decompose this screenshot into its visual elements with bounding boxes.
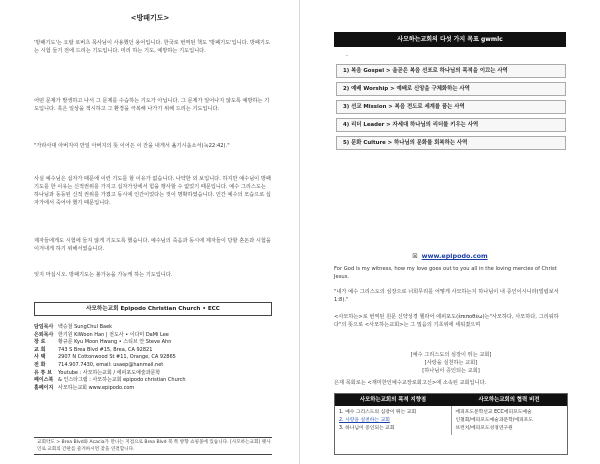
- purpose-heading: 사모하는교회의 목적 지향점: [359, 397, 427, 403]
- info-label: 전 화: [34, 361, 46, 368]
- purpose-item: 1. 예수 그리스도의 심장이 뛰는 교회: [339, 410, 417, 415]
- info-value: 백승철 SungChul Baek: [58, 324, 113, 330]
- paragraph: 잊지 마십시오. 방패기도는 불가능을 가능케 하는 기도입니다.: [34, 272, 173, 278]
- vision-table-body: [335, 406, 567, 435]
- vision-heading: 사모하는교회의 협력 비전: [478, 397, 540, 403]
- info-row: [34, 385, 274, 393]
- info-label: 교 회: [34, 346, 46, 353]
- closing-text: 은재 목회로는 <재미한인예수교장로회고신>에 소속된 교회입니다.: [334, 380, 487, 386]
- church-name-box: 사모하는교회 Epipodo Christian Church • ECC: [34, 302, 272, 316]
- vision-column: [451, 406, 568, 435]
- vision-table-header: [335, 394, 567, 406]
- paragraph: 사실 예수님은 십자가 때문에 이런 기도를 할 이유가 없습니다. 나약한 외 보입니다. 하지만 예수님이 방패기도를 한 이유는 신적권위를 가지고 십자가상에서 힘을 행사할 수 없었기 때문입니다. 예수 그리스도는 하나님과 동등된 신적 권위를 가졌고 동시에 인간이었다는 것이 명확하였습니다. 인간 예수의 모습으로 십자가에서 죽어야 했기 때문입니다.: [34, 176, 271, 206]
- info-label: 은퇴목사: [34, 331, 54, 338]
- info-row: [34, 324, 274, 332]
- info-label: 사 택: [34, 354, 46, 361]
- directions-note: 교회약도 > Brea Blvd와 Acacia가 만나는 지점으로 Brea Blvd 북 쪽 방향 쇼핑몰에 있습니다. [사모하는교회] 팻사인로 교회의 간판를 즐겨하시면 찾을 연결합니다.: [34, 437, 272, 455]
- info-label: 장 로: [34, 339, 46, 346]
- info-value: 2907 N Cottonwood St #11, Orange, CA 92865: [58, 354, 176, 361]
- vision-table: [334, 393, 568, 455]
- info-row: [34, 347, 274, 355]
- meaning-text: <사모하는>로 번역된 원문 신약성경 헬라어 에피포도(ἐπιποθέω)는"사모하다, 사모하다, 그리워하다"의 뜻으로 <사모하는교회>는 그 밀음의 기초위에 세워졌으며: [334, 314, 559, 328]
- info-value: & 인스타그램 : 사모하는교회 epipodo christian Church: [58, 377, 186, 384]
- info-value: 743 S Brea Blvd #15, Brea, CA 92821: [58, 346, 153, 353]
- info-value: Youtube : 사모하는교회 / 에피포도예술과문학: [58, 369, 161, 376]
- vision-item: 에피포도문학선교 ECC에피포도예술: [455, 410, 532, 415]
- vision-item: 브런치/에피포도성경연구원: [455, 425, 513, 431]
- goal-item: 2) 예배 Worship > 예배로 신앙을 구체화하는 사역: [336, 82, 566, 96]
- info-value: 사모하는교회 www.epipodo.com: [58, 384, 135, 391]
- website-line: [334, 252, 566, 260]
- info-label: 유 튜 브: [34, 369, 52, 376]
- motto-line: [하나님이 증인되는 교회]: [422, 368, 480, 374]
- info-label: 페이스북: [34, 377, 54, 384]
- paragraph: '방패기도'는 오랄 로버츠 목사님이 사용했던 용어입니다. 한국로 번역된 책도 '방패기도'입니다. 방패기도는 시험 들기 전에 드리는 기도입니다. 미리 하는 기도, 예방하는 기도입니다.: [34, 40, 270, 54]
- info-value: 714.907.7430, email: usaep@hanmail.net: [58, 361, 164, 368]
- goal-item: 5) 문화 Culture > 하나님의 문화를 회복하는 사역: [336, 136, 566, 150]
- page-title: <방패기도>: [130, 14, 170, 22]
- info-row: [34, 362, 274, 370]
- purpose-item: 2. 사랑을 실천하는 교회: [339, 417, 390, 423]
- info-label: 담임목사: [34, 324, 54, 330]
- website-link[interactable]: www.epipodo.com: [421, 252, 488, 260]
- envelope-icon: ☒: [412, 253, 418, 260]
- goal-item: 1) 복음 Gospel > 올곧은 복음 선포로 하나님의 목적을 이끄는 사역: [336, 64, 566, 78]
- motto-line: [사랑을 실천하는 교회]: [424, 360, 478, 366]
- church-info: [34, 324, 274, 392]
- info-value: 한기원 KiWoon Han | 전도사 • 이다미 DaMi Lee: [58, 331, 169, 338]
- motto-line: [예수 그리스도의 심장이 뛰는 교회]: [410, 352, 492, 358]
- goal-item: 4) 리더 Leader > 자세대 하나님의 리더를 키우는 사역: [336, 118, 566, 132]
- paragraph: 제자들에게도 시험에 들지 않게 기도도록 했습니다. 예수님의 죽음과 동시에 제자들이 당할 혼돈과 시험을 이겨내게 하기 위해서였습니다.: [34, 238, 271, 252]
- verse-english: For God is my witness, how my love goes out to you all in the loving mercies of Christ Jesus.: [334, 266, 557, 280]
- info-row: [34, 354, 274, 362]
- paragraph: "가라사대 아버지여 만일 아버지의 뜻 이어든 이 잔을 내게서 옮기시옵소서(눅22:42).": [34, 143, 230, 149]
- paragraph: 어떤 문제가 발생하고 나서 그 문제를 수습하는 기도가 아닙니다. 그 문제가 일어나지 않도록 예방하는 기도입니다. 혹은 일상을 적시하고 그 환경을 극복해 나가기 위해 드리는 기도입니다.: [34, 98, 270, 112]
- goals-title: 사모하는교회의 다섯 가지 목표 gwmlc: [334, 32, 566, 47]
- info-label: 홈페이지: [34, 384, 54, 391]
- purpose-item: 3. 하나님이 증인되는 교회: [339, 425, 395, 431]
- vision-item: 인철회/에피포도예술과문학/에피포도: [455, 417, 533, 423]
- info-row: [34, 377, 274, 385]
- verse-korean: "내가 예수 그리스도의 심장으로 너희무리를 어떻게 사모하는지 하나님이 내 증인이시니라(빌립보서1:8).": [334, 289, 559, 303]
- dash-mark: -: [346, 53, 348, 59]
- goal-item: 3) 선교 Mission > 복음 전도로 세계를 품는 사역: [336, 100, 566, 114]
- purpose-column: [335, 406, 451, 435]
- info-row: [34, 339, 274, 347]
- info-value: 황규문 Kyu Moon Hwang • 스티브 안 Steve Ahn: [58, 339, 172, 346]
